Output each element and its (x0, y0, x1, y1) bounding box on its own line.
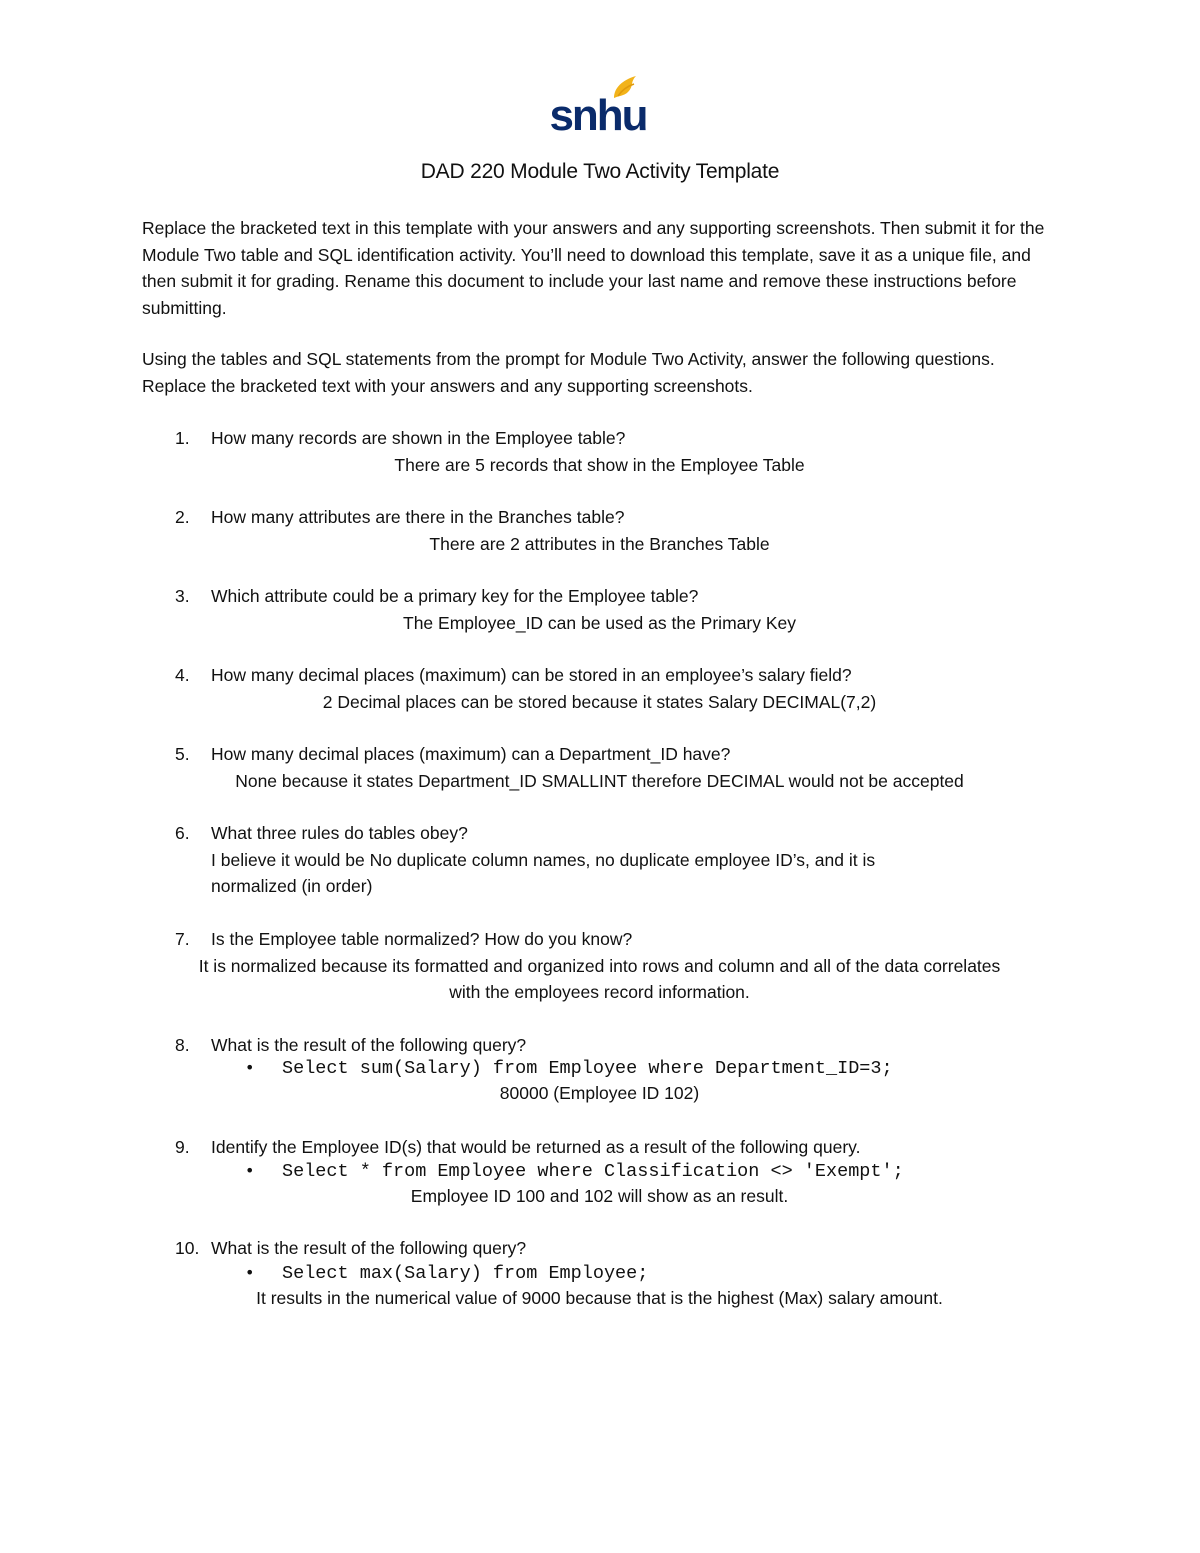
question-number: 6. (175, 823, 190, 843)
logo-text: snhu (549, 91, 647, 136)
question-number: 7. (175, 929, 190, 949)
question-text: What three rules do tables obey? (211, 823, 468, 843)
answer-6-line-1: I believe it would be No duplicate column names, no duplicate employee ID’s, and it is (211, 850, 876, 870)
answer-2: There are 2 attributes in the Branches Table (429, 534, 770, 554)
answer-5: None because it states Department_ID SMALLINT therefore DECIMAL would not be accepted (235, 771, 964, 791)
question-text: Is the Employee table normalized? How do you know? (211, 929, 633, 949)
query-8 (245, 1055, 893, 1082)
snhu-flame-icon (548, 72, 648, 136)
question-text: How many decimal places (maximum) can a Department_ID have? (211, 744, 731, 764)
bullet: • (245, 1161, 255, 1180)
question-number: 4. (175, 665, 190, 685)
query-text: Select sum(Salary) from Employee where Department_ID=3; (282, 1058, 893, 1079)
query-text: Select max(Salary) from Employee; (282, 1263, 649, 1284)
intro-paragraph-1: Replace the bracketed text in this template with your answers and any supporting screenshots. Then submit it for the Module Two table and SQL identification activity. You’ll need to download this template, save it as a unique file, and then submit it for grading. Rename this document to include your last name and remove these instructions before submitting. (142, 218, 1045, 318)
answer-1: There are 5 records that show in the Employee Table (394, 455, 805, 475)
intro-paragraph-2: Using the tables and SQL statements from the prompt for Module Two Activity, answer the following questions. Replace the bracketed text with your answers and any supporting screenshots. (142, 349, 995, 396)
question-number: 1. (175, 428, 190, 448)
answer-8: 80000 (Employee ID 102) (499, 1083, 700, 1103)
question-text: What is the result of the following query? (211, 1238, 527, 1258)
answer-3: The Employee_ID can be used as the Primary Key (403, 613, 796, 633)
question-text: How many decimal places (maximum) can be stored in an employee’s salary field? (211, 665, 852, 685)
question-text: Identify the Employee ID(s) that would be returned as a result of the following query. (211, 1137, 861, 1157)
question-number: 10. (175, 1238, 200, 1258)
question-text: How many records are shown in the Employee table? (211, 428, 626, 448)
question-text: What is the result of the following query? (211, 1035, 527, 1055)
answer-7-line-1: It is normalized because its formatted and organized into rows and column and all of the data correlates (198, 956, 1001, 976)
bullet: • (245, 1058, 255, 1077)
answer-10: It results in the numerical value of 9000 because that is the highest (Max) salary amount. (256, 1288, 943, 1308)
answer-7-line-2: with the employees record information. (449, 982, 750, 1002)
question-number: 5. (175, 744, 190, 764)
answer-6-line-2: normalized (in order) (211, 876, 373, 896)
question-number: 9. (175, 1137, 190, 1157)
query-text: Select * from Employee where Classification <> 'Exempt'; (282, 1161, 904, 1182)
question-text: Which attribute could be a primary key for the Employee table? (211, 586, 699, 606)
document-title: DAD 220 Module Two Activity Template (420, 160, 780, 183)
question-number: 8. (175, 1035, 190, 1055)
answer-4: 2 Decimal places can be stored because it states Salary DECIMAL(7,2) (322, 692, 877, 712)
question-number: 3. (175, 586, 190, 606)
query-10 (245, 1260, 648, 1287)
bullet: • (245, 1263, 255, 1282)
answer-9: Employee ID 100 and 102 will show as an result. (410, 1186, 789, 1206)
question-text: How many attributes are there in the Branches table? (211, 507, 625, 527)
question-number: 2. (175, 507, 190, 527)
query-9 (245, 1158, 904, 1185)
snhu-logo (548, 72, 648, 136)
